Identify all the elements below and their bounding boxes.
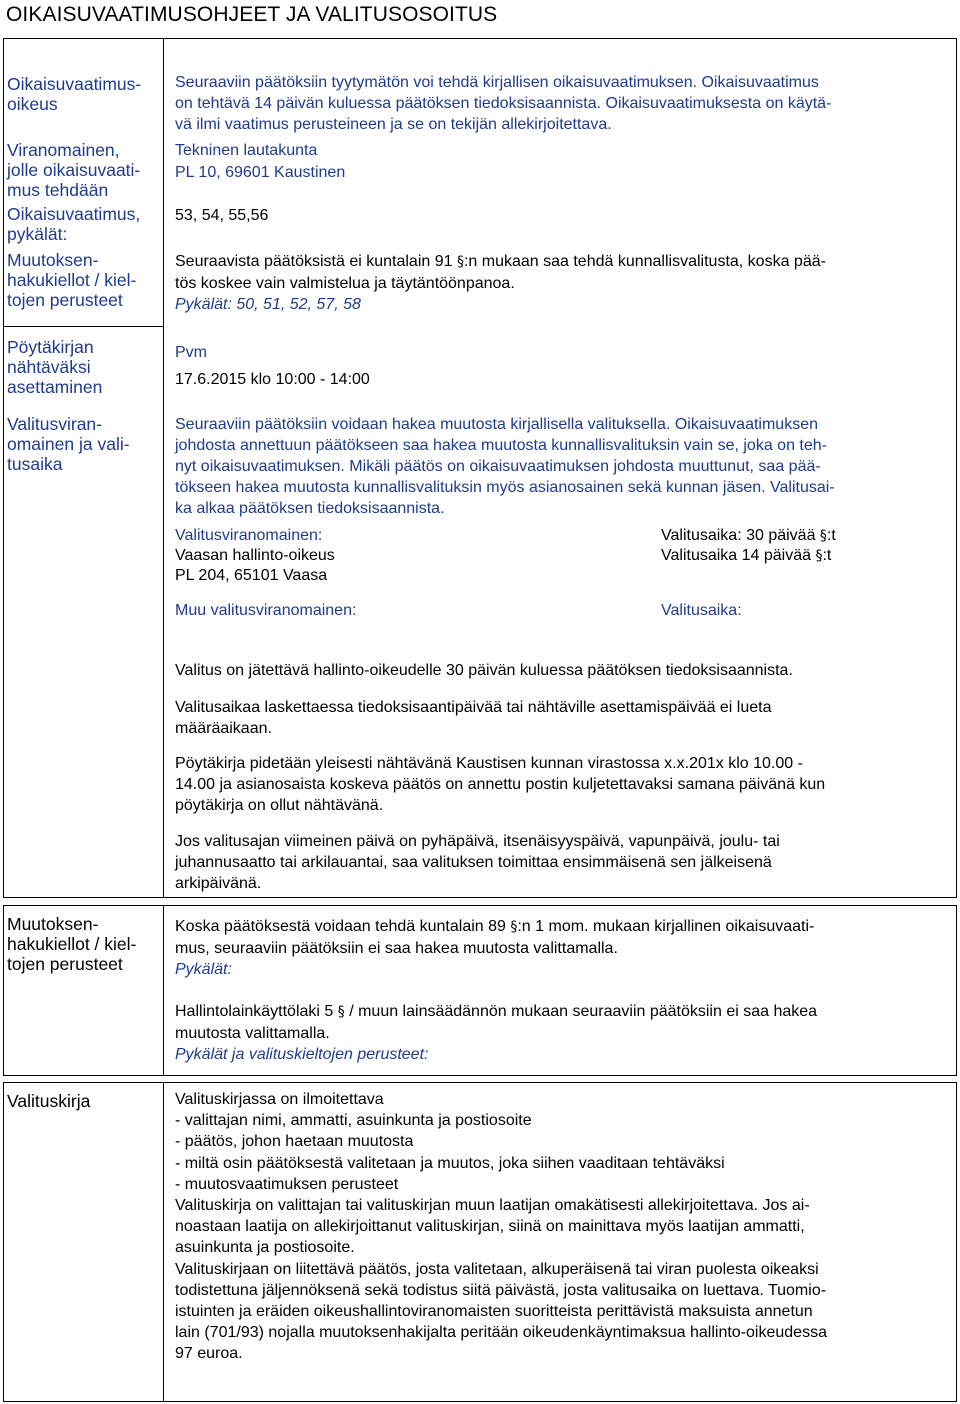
valituskirja-line: todistettuna jäljennöksenä sekä todistus siitä päivästä, josta valitusaika on luettava. Tuomio-: [175, 1281, 827, 1299]
label-poytakirjan-nahtavaksi: Pöytäkirjan nähtäväksi asettaminen: [7, 337, 103, 397]
label-column-divider: [163, 38, 164, 898]
valituskirja-line: asuinkunta ja postiosoite.: [175, 1239, 355, 1257]
label-valituskirja: Valituskirja: [7, 1091, 91, 1111]
label-muutoksenhakukiellot: Muutoksen- hakukiellot / kiel- tojen perusteet: [7, 250, 137, 310]
valituskirja-line: - valittajan nimi, ammatti, asuinkunta ja postiosoite: [175, 1112, 532, 1130]
page-title: OIKAISUVAATIMUSOHJEET JA VALITUSOSOITUS: [6, 3, 498, 26]
paragraph-pyhapaiva: Jos valitusajan viimeinen päivä on pyhäpäivä, itsenäisyyspäivä, vapunpäivä, joulu- tai juhannusaatto tai arkilauantai, saa valituksen toimittaa ensimmäisenä sen jälkeisenä arkipäivänä.: [175, 833, 780, 892]
paragraph-poytakirja-nahtavana: Pöytäkirja pidetään yleisesti nähtävänä Kaustisen kunnan virastossa x.x.201x klo 10.00 - 14.00 ja asianosaista koskeva päätös on annettu postin kuljetettavaksi samana päivänä kun pöytäkirja on ollut nähtävänä.: [175, 755, 826, 814]
label-oikaisuvaatimusoikeus: Oikaisuvaatimus- oikeus: [7, 74, 142, 114]
valituskirja-line: lain (701/93) nojalla muutoksenhakijalta peritään oikeudenkäyntimaksua hallinto-oikeudessa: [175, 1324, 827, 1342]
valituskirja-line: noastaan laatija on allekirjoittanut valituskirjan, siinä on mainittava myös laatijan ammatti,: [175, 1218, 805, 1236]
muu-valitusaika-label: Valitusaika:: [661, 602, 742, 619]
paragraph-valitusaika-30: Valitus on jätettävä hallinto-oikeudelle 30 päivän kuluessa päätöksen tiedoksisaannista.: [175, 662, 793, 679]
valituskirja-line: - muutosvaatimuksen perusteet: [175, 1175, 399, 1193]
paragraph-valitusaika-laskeminen: Valitusaikaa laskettaessa tiedoksisaantipäivää tai nähtäville asettamispäivää ei lueta määräaikaan.: [175, 699, 772, 737]
label-column-divider: [163, 1082, 164, 1402]
label-oikaisuvaatimus-pykalat: Oikaisuvaatimus, pykälät:: [7, 204, 141, 244]
valitusaika-block: Valitusaika: 30 päivää §:t Valitusaika 14 päivää §:t: [661, 527, 836, 564]
oikaisuvaatimus-text: Seuraaviin päätöksiin tyytymätön voi tehdä kirjallisen oikaisuvaatimuksen. Oikaisuvaatimus on tehtävä 14 päivän kuluessa päätöksen tiedoksisaannista. Oikaisuvaatimuksesta on käytä- vä ilmi vaatimus perusteineen ja se on tekijän allekirjoitettava.: [175, 74, 832, 133]
valituskirja-line: Valituskirja on valittajan tai valituskirjan muun laatijan omakätisesti allekirjoitettava. Jos ai-: [175, 1197, 810, 1215]
valituskirja-line: istuinten ja eräiden oikeushallintoviranomaisten suoritteista perittävistä maksuista annetun: [175, 1303, 813, 1321]
oikaisuvaatimus-pykalat-value: 53, 54, 55,56: [175, 207, 269, 224]
muutoksenhakukiellot-text: Seuraavista päätöksistä ei kuntalain 91 §:n mukaan saa tehdä kunnallisvalitusta, koska pää- tös koskee vain valmistelua ja täytäntöönpanoa. Pykälät: 50, 51, 52, 57, 58: [175, 253, 826, 313]
valituskirja-line: 97 euroa.: [175, 1345, 243, 1363]
muutoksenhakukiellot-2-text: Koska päätöksestä voidaan tehdä kuntalain 89 §:n 1 mom. mukaan kirjallinen oikaisuvaati- mus, seuraaviin päätöksiin ei saa hakea muutosta valittamalla. Pykälät:: [175, 918, 815, 978]
valituskirja-text: [175, 1089, 827, 1365]
label-valitusviranomainen: Valitusviran- omainen ja vali- tusaika: [7, 414, 130, 474]
valituskirja-line: Valituskirjaan on liitettävä päätös, josta valitetaan, alkuperäisenä tai viran puolesta oikeaksi: [175, 1260, 819, 1278]
viranomainen-details: Tekninen lautakunta PL 10, 69601 Kaustinen: [175, 142, 346, 181]
label-muutoksenhakukiellot-2: Muutoksen- hakukiellot / kiel- tojen perusteet: [7, 914, 137, 974]
valituskirja-line: - päätös, johon haetaan muutosta: [175, 1133, 414, 1151]
label-column-divider: [163, 905, 164, 1076]
hallintolainkayttolaki-text: Hallintolainkäyttölaki 5 § / muun lainsäädännön mukaan seuraaviin päätöksiin ei saa hakea muutosta valittamalla. Pykälät ja valituskieltojen perusteet:: [175, 1003, 818, 1063]
valitus-text: Seuraaviin päätöksiin voidaan hakea muutosta kirjallisella valituksella. Oikaisuvaatimuksen johdosta annettuun päätökseen saa hakea muutosta kunnallisvalituksin vain se, joka on teh- nyt oikaisuvaatimuksen. Mikäli päätös on oikaisuvaatimuksen johdosta muuttunut, saa pää- tökseen hakea muutosta kunnallisvalituksin myös asianosainen sekä kunnan jäsen. Valitusai- ka alkaa päätöksen tiedoksisaannista.: [175, 416, 835, 517]
row-divider: [3, 326, 163, 327]
valituskirja-line: - miltä osin päätöksestä valitetaan ja muutos, joka siihen vaaditaan tehtäväksi: [175, 1154, 725, 1172]
poytakirja-date: Pvm 17.6.2015 klo 10:00 - 14:00: [175, 344, 370, 388]
valituskirja-line: Valituskirjassa on ilmoitettava: [175, 1091, 384, 1108]
valitusviranomainen-block: Valitusviranomainen: Vaasan hallinto-oikeus PL 204, 65101 Vaasa: [175, 527, 335, 584]
label-viranomainen: Viranomainen, jolle oikaisuvaati- mus tehdään: [7, 140, 141, 200]
muu-valitusviranomainen-label: Muu valitusviranomainen:: [175, 602, 357, 619]
